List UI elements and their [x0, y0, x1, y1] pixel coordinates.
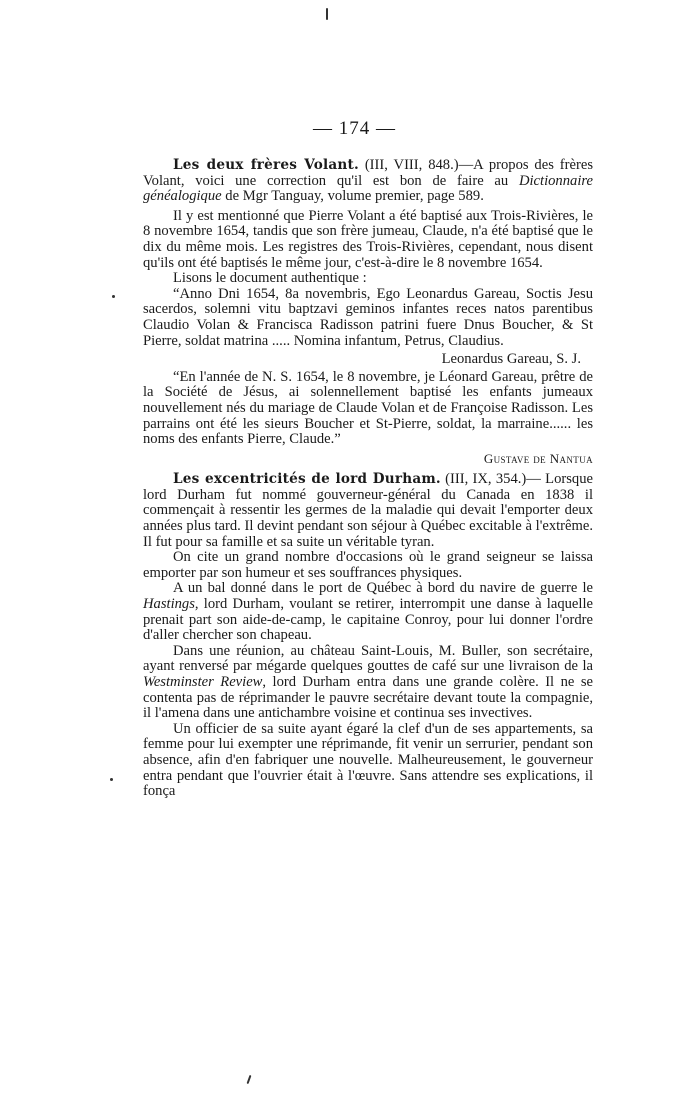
article-durham-para-2: On cite un grand nombre d'occasions où le grand seigneur se laissa emporter par son humeur et ses souffrances physiques.: [143, 549, 593, 581]
para3-text-a: A un bal donné dans le port de Québec à bord du navire de guerre le: [173, 580, 593, 597]
latin-signature: Leonardus Gareau, S. J.: [441, 351, 581, 368]
author-signature: Gustave de Nantua: [483, 450, 593, 466]
review-name: Westminster Review: [143, 674, 263, 690]
article-durham-intro: [143, 472, 593, 550]
scan-speck: [326, 8, 328, 20]
page-number: — 174 —: [313, 118, 396, 139]
article-volant-ref: (III, VIII, 848.)—A propos des frères Volant, voici une correction qu'il est bon de faire au: [143, 157, 593, 189]
article-volant-para-2: Il y est mentionné que Pierre Volant a été baptisé aux Trois-Rivières, le 8 novembre 1654, tandis que son frère jumeau, Claude, n'a été baptisé que le dix du même mois. Les registres des Trois-Rivières, cependant, nous disent qu'ils ont été baptisés le même jour, c'est-à-dire le 8 novembre 1654.: [143, 207, 593, 271]
article-durham-title: Les excentricités de lord Durham.: [173, 471, 441, 488]
para4-text-a: Dans une réunion, au château Saint-Louis, M. Buller, son secrétaire, ayant renversé par mégarde quelques gouttes de café sur une livraison de la: [143, 642, 593, 675]
article-durham-para-5: Un officier de sa suite ayant égaré la clef d'un de ses appartements, sa femme pour lui exempter une réprimande, fit venir un serrurier, pendant son absence, afin d'en fabriquer une nouvelle. Malheureusement, le gouverneur entra pendant que l'ouvrier était à l'œuvre. Sans attendre ses explications, il fonça: [143, 720, 593, 800]
latin-record: “Anno Dni 1654, 8a novembris, Ego Leonardus Gareau, Soctis Jesu sacerdos, solemni vitu baptzavi geminos infantes reces natos parentibus Claudio Volan & Francisca Radisson patrini fuere Dnus Boucher, & St Pierre, soldat matrina ..... Nomina infantum, Petrus, Claudius.: [143, 285, 593, 349]
para4-text-b: , lord Durham entra dans une grande colère. Il ne se contenta pas de réprimander le pauvre secrétaire devant toute la compagnie, il l'amena dans une antichambre voisine et continua ses invectives.: [143, 674, 593, 722]
ship-name: Hastings: [143, 596, 195, 613]
scan-speck: [110, 778, 113, 781]
article-durham-para-3: [143, 581, 593, 643]
article-volant-title: Les deux frères Volant.: [173, 157, 359, 173]
text-column: [143, 158, 593, 800]
article-volant-para-3: Lisons le document authentique :: [173, 270, 367, 287]
french-translation: “En l'année de N. S. 1654, le 8 novembre, je Léonard Gareau, prêtre de la Société de Jésus, ai solennellement baptisé les enfants jumeaux nouvellement nés du mariage de Claude Volan et de Françoise Radisson. Les parrains ont été les sieurs Boucher et St-Pierre, soldat, la marraine...... les noms des enfants Pierre, Claude.”: [143, 368, 593, 448]
scan-speck: [247, 1075, 252, 1084]
article-volant-ref-end: de Mgr Tanguay, volume premier, page 589.: [221, 188, 484, 205]
article-durham-ref: (III, IX, 354.)—: [445, 471, 541, 488]
dictionnaire-title: Dictionnaire généalogique: [143, 172, 593, 205]
article-volant-intro: [143, 158, 593, 205]
para3-text-b: , lord Durham, voulant se retirer, interrompit une danse à laquelle prenait part son aide-de-camp, le capitaine Conroy, pour lui donner l'ordre d'aller chercher son chapeau.: [143, 596, 593, 644]
article-durham-para-1: Lorsque lord Durham fut nommé gouverneur-général du Canada en 1838 il commençait à ressentir les germes de la maladie qui devait l'emporter deux années plus tard. Il devint pendant son séjour à Québec excitable à l'extrême. Il fut pour sa famille et sa suite un véritable tyran.: [143, 471, 593, 550]
article-durham-para-4: [143, 644, 593, 722]
scan-speck: [112, 295, 115, 298]
